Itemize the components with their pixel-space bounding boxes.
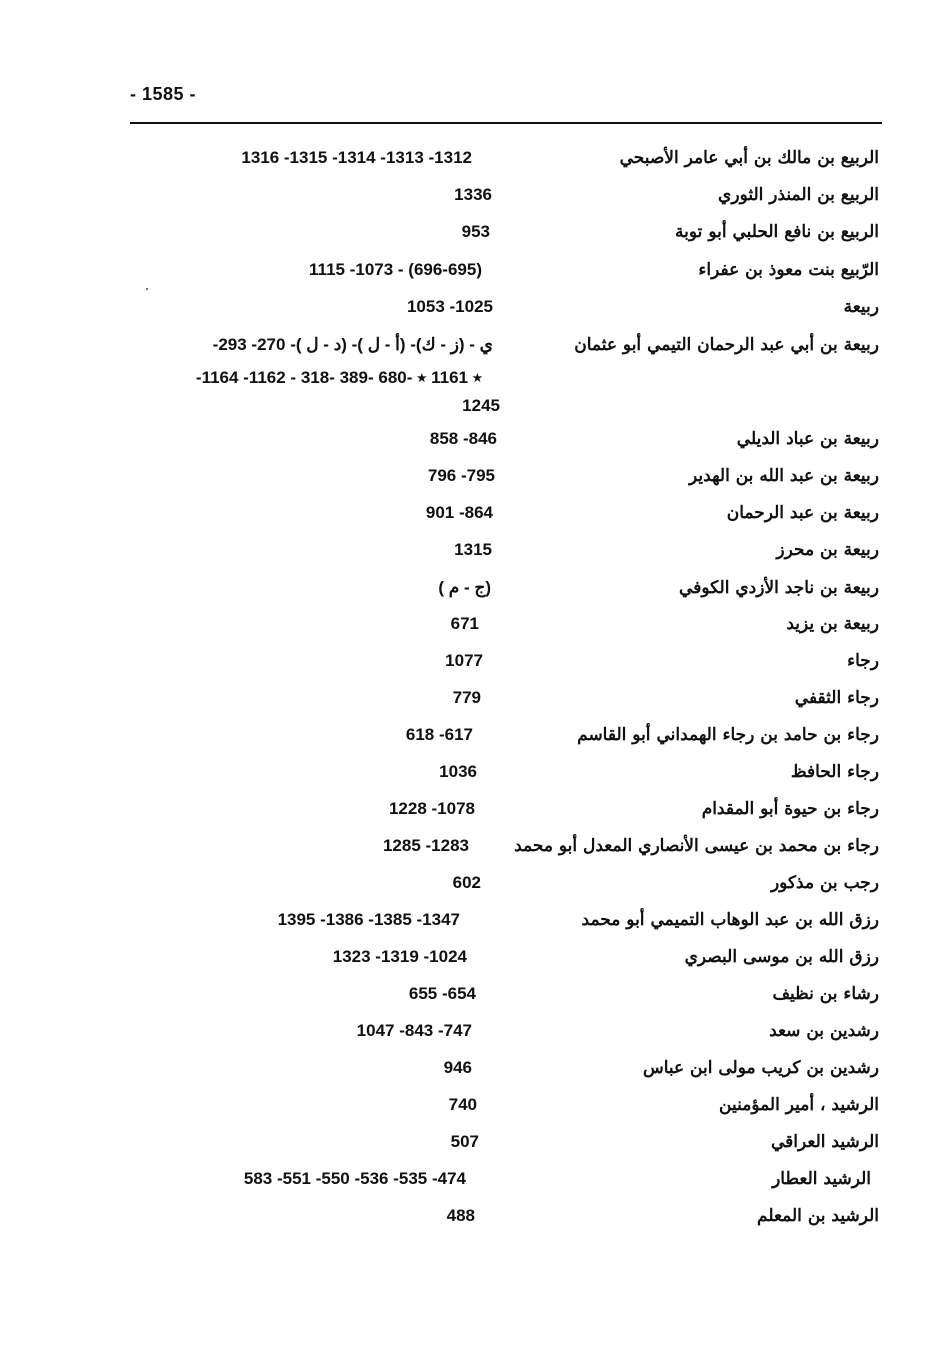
- entry-refs: 953: [461, 222, 490, 241]
- entry-name: الرّبيع بنت معوذ بن عفراء: [698, 260, 879, 280]
- index-entry: [0, 1058, 949, 1078]
- index-entry: [0, 148, 949, 168]
- index-entry: [0, 222, 949, 242]
- entry-refs: 1323 -1319 -1024: [332, 947, 467, 966]
- index-entry: [0, 984, 949, 1004]
- entry-refs: 1053 -1025: [406, 297, 493, 316]
- entry-name: رجاء بن حامد بن رجاء الهمداني أبو القاسم: [577, 725, 879, 745]
- entry-refs: -1164 -1162 - ٭ 1161 ٭ -680 -389 -318: [195, 368, 482, 387]
- entry-name: الربيع بن المنذر الثوري: [718, 185, 879, 205]
- index-entry: [0, 1021, 949, 1041]
- index-entry: [0, 429, 949, 449]
- entry-refs: 655 -654: [408, 984, 476, 1003]
- entry-name: رجب بن مذكور: [770, 873, 879, 893]
- entry-refs: 1228 -1078: [388, 799, 475, 818]
- index-entry: [0, 578, 949, 598]
- index-entry: [0, 873, 949, 893]
- entry-name: رشاء بن نظيف: [772, 984, 879, 1004]
- index-entry: [0, 836, 949, 856]
- index-entry: [0, 297, 949, 317]
- entry-name: الرشيد العطار: [772, 1169, 871, 1189]
- index-entry: [0, 910, 949, 930]
- index-entry: [0, 1169, 949, 1189]
- entry-refs: 740: [448, 1095, 477, 1114]
- page-number: - 1585 -: [130, 84, 197, 104]
- entry-refs: 1047 -843 -747: [356, 1021, 472, 1040]
- entry-refs: 507: [450, 1132, 479, 1151]
- entry-refs: 1115 -1073 - (696-695): [309, 260, 482, 279]
- entry-name: ربيعة بن عبد الله بن الهدير: [689, 466, 879, 486]
- entry-name: ربيعة: [843, 297, 879, 317]
- entry-name: الرشيد بن المعلم: [757, 1206, 879, 1226]
- entry-name: الربيع بن نافع الحلبي أبو توبة: [675, 222, 879, 242]
- entry-refs: 946: [443, 1058, 472, 1077]
- entry-refs: 1285 -1283: [382, 836, 469, 855]
- index-entry: [0, 1206, 949, 1226]
- index-entry: [0, 260, 949, 280]
- entry-name: الرشيد العراقي: [770, 1132, 879, 1152]
- entry-name: رزق الله بن عبد الوهاب التميمي أبو محمد: [581, 910, 879, 930]
- index-entry: [0, 725, 949, 745]
- index-entry: [0, 651, 949, 671]
- entry-refs: 488: [446, 1206, 475, 1225]
- entry-refs: 1036: [439, 762, 477, 781]
- index-entry: [0, 466, 949, 486]
- entry-refs: 796 -795: [427, 466, 495, 485]
- entry-name: ربيعة بن محرز: [776, 540, 879, 560]
- entry-name: ربيعة بن أبي عبد الرحمان التيمي أبو عثمان: [574, 335, 879, 355]
- entry-name: رجاء بن محمد بن عيسى الأنصاري المعدل أبو محمد: [514, 836, 879, 856]
- index-entry: [0, 799, 949, 819]
- entry-refs: 602: [452, 873, 481, 892]
- entry-name: رشدين بن سعد: [769, 1021, 879, 1041]
- entry-refs: 671: [450, 614, 479, 633]
- entry-name: ربيعة بن ناجد الأزدي الكوفي: [679, 578, 879, 598]
- index-entry: [0, 540, 949, 560]
- entry-refs: 779: [452, 688, 481, 707]
- index-entry: [0, 335, 949, 355]
- entry-refs: 1077: [445, 651, 483, 670]
- index-entry: [0, 947, 949, 967]
- entry-name: ربيعة بن عباد الديلي: [736, 429, 879, 449]
- index-entry: [0, 1132, 949, 1152]
- entry-refs: 901 -864: [425, 503, 493, 522]
- entry-name: ربيعة بن يزيد: [786, 614, 879, 634]
- index-entry-continued: [0, 368, 949, 387]
- entry-refs: (ج - م ): [438, 578, 491, 597]
- index-entry-continued: [0, 396, 949, 415]
- entry-name: ربيعة بن عبد الرحمان: [726, 503, 879, 523]
- index-entry: [0, 1095, 949, 1115]
- index-entry: [0, 762, 949, 782]
- entry-refs: ي - (ز - ك)- (أ - ل )- (د - ل )- 270- 293-: [212, 335, 493, 354]
- entry-name: رجاء الثقفي: [794, 688, 879, 708]
- entry-refs: 1336: [454, 185, 492, 204]
- index-entry: [0, 185, 949, 205]
- entry-name: رجاء بن حيوة أبو المقدام: [701, 799, 879, 819]
- entry-name: الرشيد ، أمير المؤمنين: [719, 1095, 879, 1115]
- entry-refs: 618 -617: [405, 725, 473, 744]
- index-entry: [0, 503, 949, 523]
- entry-name: رجاء الحافظ: [790, 762, 879, 782]
- entry-refs: 583 -551 -550 -536 -535 -474: [243, 1169, 466, 1188]
- entry-name: رجاء: [847, 651, 879, 671]
- entry-refs: 1315: [454, 540, 492, 559]
- entry-name: رشدين بن كريب مولى ابن عباس: [642, 1058, 879, 1078]
- index-entry: [0, 614, 949, 634]
- entry-refs: 1245: [462, 396, 500, 415]
- entry-name: رزق الله بن موسى البصري: [684, 947, 879, 967]
- entry-refs: 858 -846: [429, 429, 497, 448]
- index-entry: [0, 688, 949, 708]
- entry-name: الربيع بن مالك بن أبي عامر الأصبحي: [619, 148, 879, 168]
- entry-refs: 1395 -1386 -1385 -1347: [277, 910, 460, 929]
- entry-refs: 1316 -1315 -1314 -1313 -1312: [241, 148, 472, 167]
